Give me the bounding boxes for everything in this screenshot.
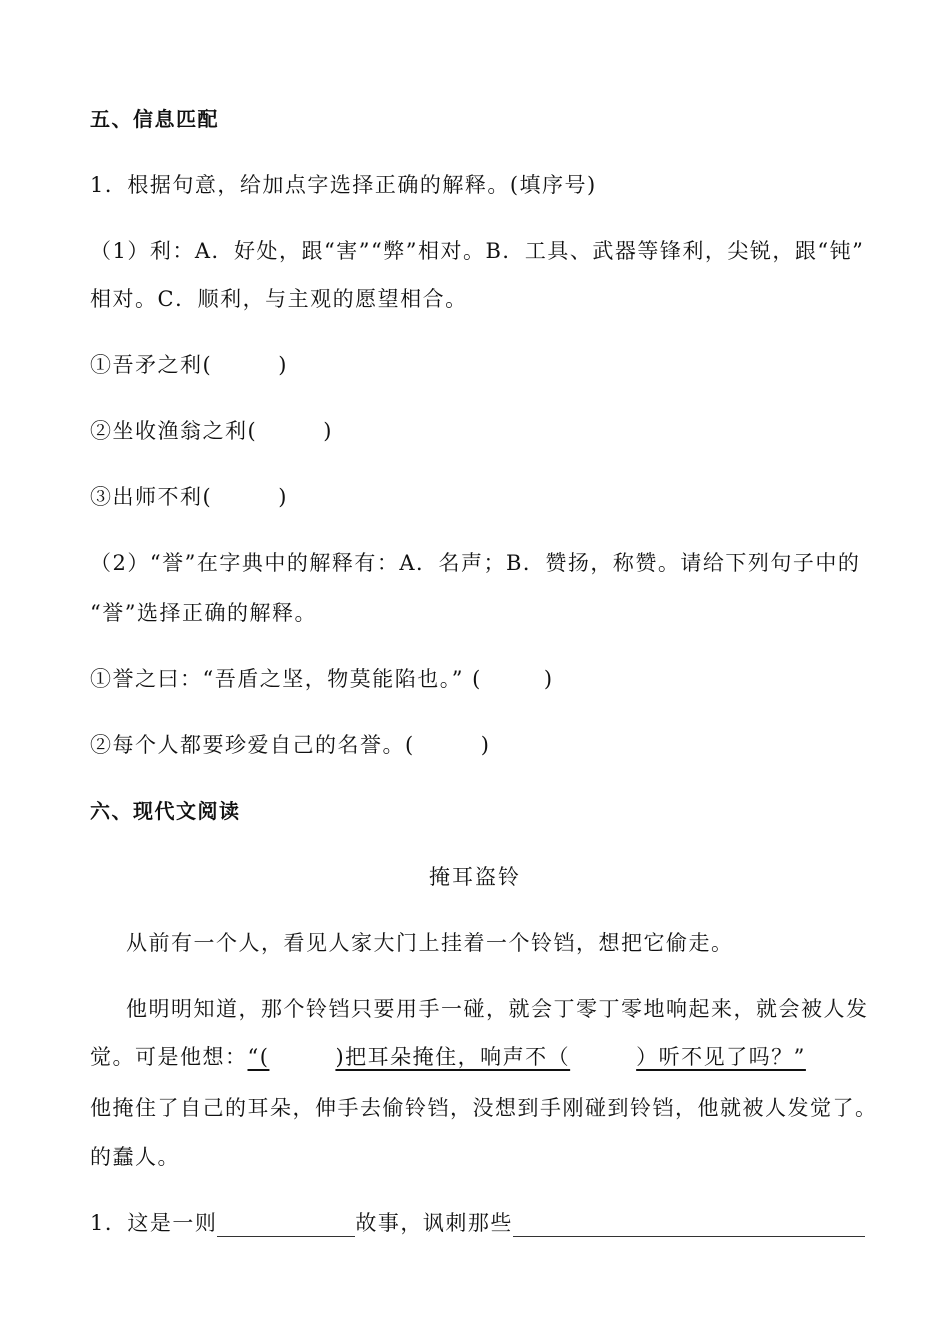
part2-item-2: ②每个人都要珍爱自己的名誉。( ) xyxy=(90,733,491,757)
story-paragraph-2-line4: 的蠢人。 xyxy=(90,1145,180,1169)
part1-item-3: ③出师不利( ) xyxy=(90,485,288,509)
section-six-heading: 六、现代文阅读 xyxy=(90,799,241,823)
answer-line-story-type[interactable] xyxy=(217,1214,355,1237)
story-paragraph-2-line3: 他掩住了自己的耳朵，伸手去偷铃铛，没想到手刚碰到铃铛，他就被人发觉了。 xyxy=(90,1096,878,1120)
reading-question-1: 1．这是一则 故事，讽刺那些 xyxy=(90,1207,865,1237)
answer-line-satire-target[interactable] xyxy=(513,1214,865,1237)
part2-definition-line1: （2）“誉”在字典中的解释有：A．名声；B．赞扬，称赞。请给下列句子中的 xyxy=(90,551,861,575)
question-1-prompt: 1．根据句意，给加点字选择正确的解释。(填序号) xyxy=(90,173,597,197)
part2-item-1: ①誉之曰：“吾盾之坚，物莫能陷也。” ( ) xyxy=(90,667,554,691)
part1-definition-line2: 相对。C．顺利，与主观的愿望相合。 xyxy=(90,287,468,311)
story-title: 掩耳盗铃 xyxy=(429,865,521,889)
part1-item-1: ①吾矛之利( ) xyxy=(90,353,288,377)
story-paragraph-2-line2: 觉。可是他想：“( )把耳朵掩住，响声不（ ）听不见了吗？” xyxy=(90,1045,806,1069)
part1-definition-line1: （1）利：A．好处，跟“害”“弊”相对。B．工具、武器等锋利，尖锐，跟“钝” xyxy=(90,239,865,263)
story-paragraph-2-line1: 他明明知道，那个铃铛只要用手一碰，就会丁零丁零地响起来，就会被人发 xyxy=(126,997,869,1021)
story-paragraph-1: 从前有一个人，看见人家大门上挂着一个铃铛，想把它偷走。 xyxy=(126,931,734,955)
section-five-heading: 五、信息匹配 xyxy=(90,107,219,131)
part1-item-2: ②坐收渔翁之利( ) xyxy=(90,419,333,443)
quoted-thought: “( )把耳朵掩住，响声不（ ）听不见了吗？” xyxy=(247,1045,806,1069)
part2-definition-line2: “誉”选择正确的解释。 xyxy=(90,601,317,625)
